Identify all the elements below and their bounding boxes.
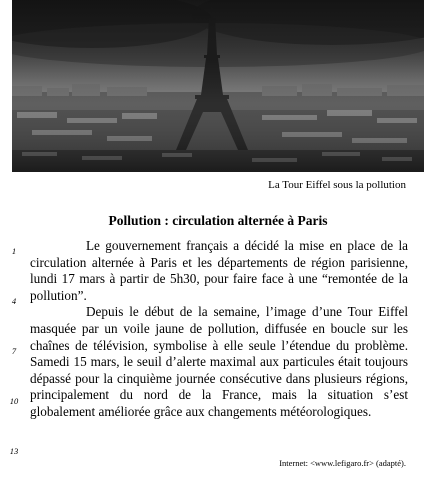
paris-skyline-illustration — [12, 0, 424, 172]
source-citation: Internet: <www.lefigaro.fr> (adapté). — [279, 458, 406, 468]
line-number: 13 — [9, 446, 19, 456]
line-number: 1 — [11, 246, 17, 256]
article-title: Pollution : circulation alternée à Paris — [108, 213, 328, 228]
line-number: 7 — [11, 346, 17, 356]
article-paragraph: Le gouvernement français a décidé la mise en place de la circulation alternée à Paris et les départements de région parisienne, lundi 17 mars à partir de 5h30, pour faire face à une “remontée de la pollution”. — [30, 238, 408, 303]
photo-caption: La Tour Eiffel sous la pollution — [268, 179, 406, 191]
eiffel-tower-photo — [12, 0, 424, 172]
line-number: 4 — [11, 296, 17, 306]
article-paragraph: Depuis le début de la semaine, l’image d’une Tour Eiffel masquée par un voile jaune de pollution, diffusée en boucle sur les chaînes de télévision, symbolise à elle seule l’étendue du problème. Samedi 15 mars, le seuil d’alerte maximal aux particules était toujours dépassé pour la cinquième journée consécutive dans plusieurs régions, principalement du nord de la France, mais la situation s’est globalement améliorée grâce aux changements météorologiques. — [30, 304, 408, 419]
article-body — [30, 238, 408, 421]
line-number: 10 — [9, 396, 19, 406]
